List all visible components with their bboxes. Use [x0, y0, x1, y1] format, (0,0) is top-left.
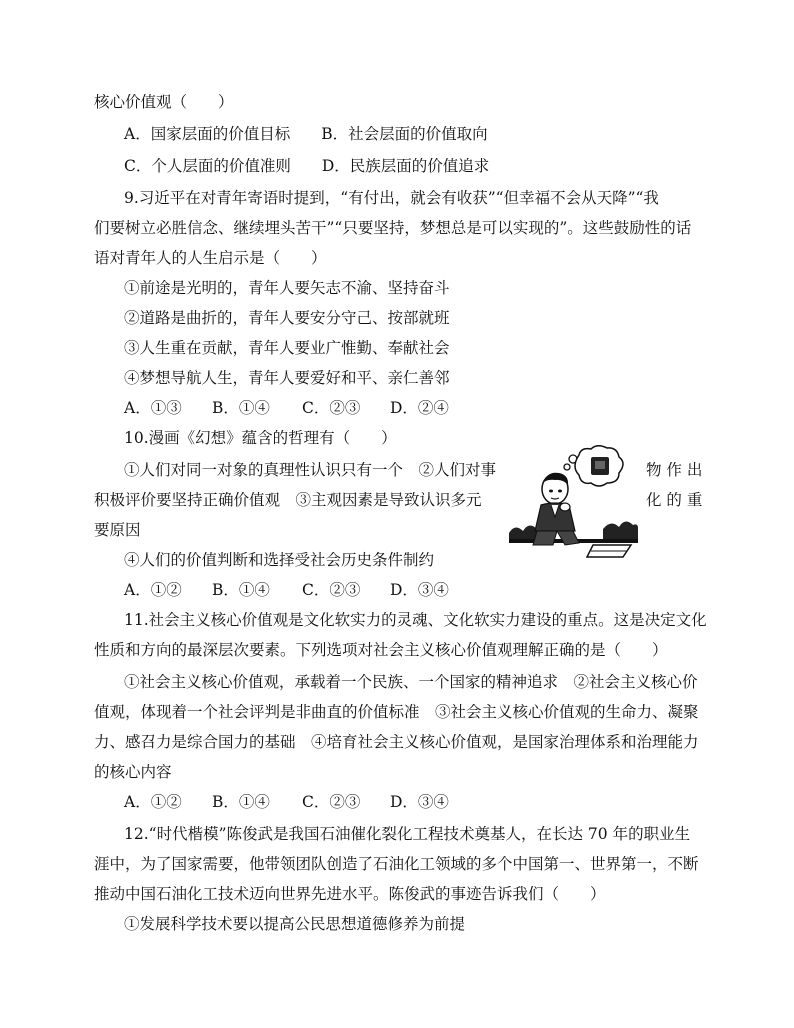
q9-statement-4: ④梦想导航人生，青年人要爱好和平、亲仁善邻 [124, 369, 450, 387]
q11-option-a: A．①② [124, 793, 182, 811]
q10-option-d: D．③④ [390, 581, 449, 599]
q11-option-b: B．①④ [212, 793, 270, 811]
q11-option-d: D．③④ [390, 793, 449, 811]
q11-stem-line2: 性质和方向的最深层次要素。下列选项对社会主义核心价值观理解正确的是（ ） [94, 641, 668, 659]
q9-statement-3: ③人生重在贡献，青年人要业广惟勤、奉献社会 [124, 339, 450, 357]
q9-statement-2: ②道路是曲折的，青年人要安分守己、按部就班 [124, 309, 450, 327]
q9-option-a: A．①③ [124, 399, 182, 417]
q10-line4: 要原因 [94, 521, 141, 539]
cartoon-illustration [507, 445, 639, 565]
q9-option-b: B．①④ [212, 399, 270, 417]
q12-stem-line2: 涯中，为了国家需要，他带领团队创造了石油化工领域的多个中国第一、世界第一，不断 [94, 855, 699, 873]
q8-stem-tail: 核心价值观（ ） [94, 93, 234, 111]
q8-options-ab: A．国家层面的价值目标 B．社会层面的价值取向 [124, 125, 488, 143]
q8-options-cd: C．个人层面的价值准则 D．民族层面的价值追求 [124, 157, 490, 175]
q11-stem-line1: 11.社会主义核心价值观是文化软实力的灵魂、文化软实力建设的重点。这是决定文化 [124, 611, 707, 629]
q11-line3: ①社会主义核心价值观，承载着一个民族、一个国家的精神追求 ②社会主义核心价 [124, 673, 698, 691]
q9-stem-line2: 们要树立必胜信念、继续埋头苦干”“只要坚持，梦想总是可以实现的”。这些鼓励性的话 [94, 219, 692, 237]
q11-option-c: C．②③ [302, 793, 361, 811]
q10-statement-4: ④人们的价值判断和选择受社会历史条件制约 [124, 551, 435, 569]
q12-statement-1: ①发展科学技术要以提高公民思想道德修养为前提 [124, 915, 466, 933]
q12-stem-line1: 12.“时代楷模”陈俊武是我国石油催化裂化工程技术奠基人，在长达 70 年的职业生 [124, 825, 691, 843]
q10-line3-left: 积极评价要坚持正确价值观 ③主观因素是导致认识多元 [94, 491, 482, 509]
q9-statement-1: ①前途是光明的，青年人要矢志不渝、坚持奋斗 [124, 279, 450, 297]
q10-option-a: A．①② [124, 581, 182, 599]
q10-line2-left: ①人们对同一对象的真理性认识只有一个 ②人们对事 [124, 461, 497, 479]
q10-stem: 10.漫画《幻想》蕴含的哲理有（ ） [124, 429, 397, 447]
q9-option-d: D．②④ [390, 399, 449, 417]
q11-line6: 的核心内容 [94, 763, 172, 781]
q10-option-c: C．②③ [302, 581, 361, 599]
q11-line4: 值观，体现着一个社会评判是非曲直的价值标准 ③社会主义核心价值观的生命力、凝聚 [94, 703, 699, 721]
q9-stem-line1: 9.习近平在对青年寄语时提到，“有付出，就会有收获”“但幸福不会从天降”“我 [124, 189, 659, 207]
q12-stem-line3: 推动中国石油化工技术迈向世界先进水平。陈俊武的事迹告诉我们（ ） [94, 885, 606, 903]
q10-option-b: B．①④ [212, 581, 270, 599]
q10-line3-right: 化 的 重 [646, 491, 703, 509]
q11-line5: 力、感召力是综合国力的基础 ④培育社会主义核心价值观，是国家治理体系和治理能力 [94, 733, 699, 751]
q9-stem-line3: 语对青年人的人生启示是（ ） [94, 249, 327, 267]
q10-line2-right: 物 作 出 [646, 461, 703, 479]
q9-option-c: C．②③ [302, 399, 361, 417]
